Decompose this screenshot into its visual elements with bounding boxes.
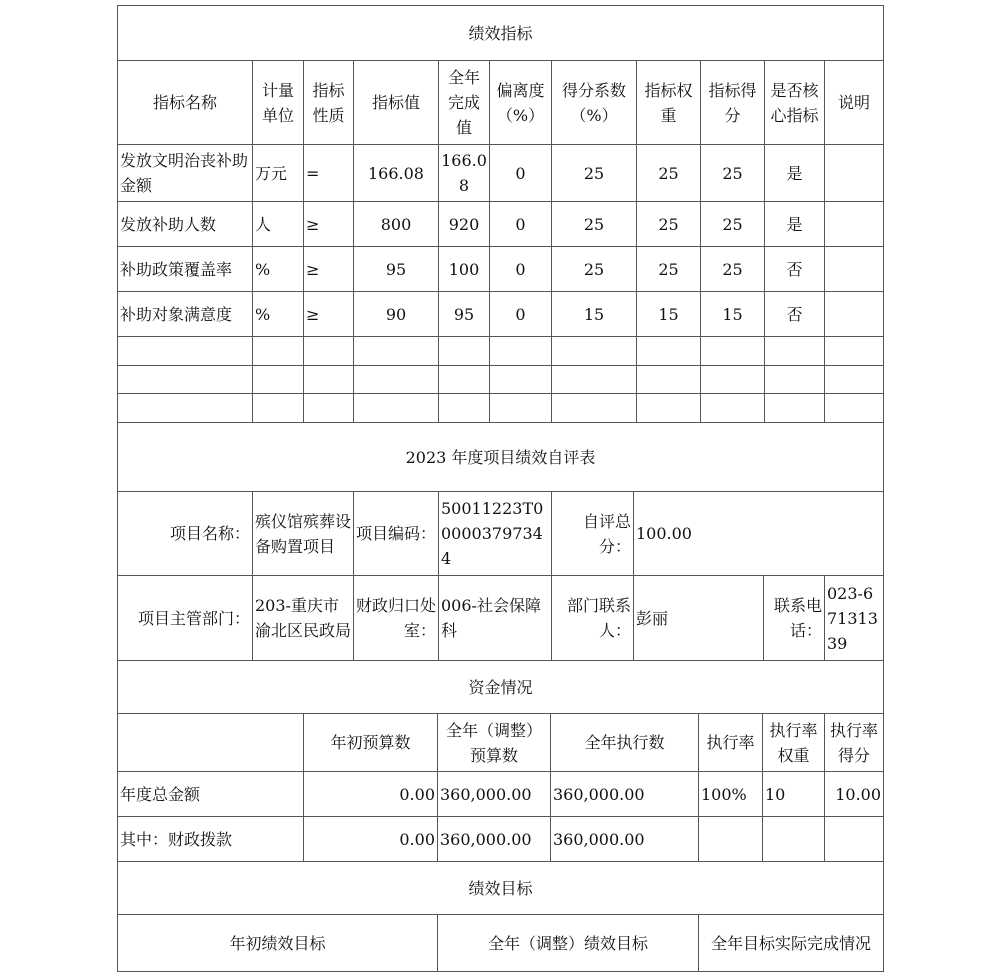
table-row <box>118 145 884 202</box>
cell-core: 否 <box>765 292 825 337</box>
finance-office: 006-社会保障科 <box>439 576 552 661</box>
funds-header-executed: 全年执行数 <box>551 714 699 772</box>
cell-score: 25 <box>701 202 765 247</box>
funds-adjusted: 360,000.00 <box>438 772 551 817</box>
funds-table <box>117 660 884 972</box>
header-score: 指标得分 <box>701 61 765 145</box>
header-unit: 计量单位 <box>253 61 304 145</box>
project-code-label: 项目编码： <box>354 492 439 576</box>
funds-rate: 100% <box>699 772 763 817</box>
project-code: 50011223T000003797344 <box>439 492 552 576</box>
funds-rate-score: 10.00 <box>825 772 884 817</box>
cell-core: 是 <box>765 145 825 202</box>
dept: 203-重庆市渝北区民政局 <box>253 576 354 661</box>
empty-row <box>118 394 884 423</box>
cell-value: 800 <box>354 202 439 247</box>
goals-title: 绩效目标 <box>118 862 884 915</box>
indicators-title: 绩效指标 <box>118 6 884 61</box>
cell-score: 15 <box>701 292 765 337</box>
cell-actual: 166.08 <box>439 145 490 202</box>
header-indicator-name: 指标名称 <box>118 61 253 145</box>
cell-value: 90 <box>354 292 439 337</box>
cell-deviation: 0 <box>490 202 552 247</box>
table-row <box>118 247 884 292</box>
project-name-label: 项目名称： <box>118 492 253 576</box>
empty-row <box>118 337 884 366</box>
cell-nature: = <box>304 145 354 202</box>
cell-actual: 920 <box>439 202 490 247</box>
cell-unit: % <box>253 247 304 292</box>
funds-executed: 360,000.00 <box>551 817 699 862</box>
cell-weight: 25 <box>637 145 701 202</box>
header-core: 是否核心指标 <box>765 61 825 145</box>
cell-name: 补助对象满意度 <box>118 292 253 337</box>
indicators-table <box>117 5 884 423</box>
cell-value: 166.08 <box>354 145 439 202</box>
cell-deviation: 0 <box>490 145 552 202</box>
phone-label: 联系电话： <box>764 576 825 661</box>
header-weight: 指标权重 <box>637 61 701 145</box>
cell-name: 补助政策覆盖率 <box>118 247 253 292</box>
funds-initial: 0.00 <box>304 772 438 817</box>
dept-label: 项目主管部门： <box>118 576 253 661</box>
header-nature: 指标性质 <box>304 61 354 145</box>
cell-actual: 100 <box>439 247 490 292</box>
evaluation-table <box>117 422 884 661</box>
cell-coefficient: 25 <box>552 247 637 292</box>
funds-row-label: 其中：财政拨款 <box>118 817 304 862</box>
header-actual: 全年完成值 <box>439 61 490 145</box>
header-deviation: 偏离度（%） <box>490 61 552 145</box>
table-row <box>118 817 884 862</box>
cell-nature: ≥ <box>304 202 354 247</box>
cell-coefficient: 25 <box>552 145 637 202</box>
project-name: 殡仪馆殡葬设备购置项目 <box>253 492 354 576</box>
header-notes: 说明 <box>825 61 884 145</box>
funds-adjusted: 360,000.00 <box>438 817 551 862</box>
cell-core: 否 <box>765 247 825 292</box>
cell-nature: ≥ <box>304 247 354 292</box>
funds-header-rate-score: 执行率得分 <box>825 714 884 772</box>
cell-unit: 万元 <box>253 145 304 202</box>
cell-unit: 人 <box>253 202 304 247</box>
funds-header-initial: 年初预算数 <box>304 714 438 772</box>
cell-weight: 25 <box>637 247 701 292</box>
goals-header-adjusted: 全年（调整）绩效目标 <box>438 915 699 972</box>
funds-rate-weight <box>763 817 825 862</box>
cell-score: 25 <box>701 145 765 202</box>
cell-coefficient: 15 <box>552 292 637 337</box>
cell-actual: 95 <box>439 292 490 337</box>
self-score: 100.00 <box>634 492 884 576</box>
empty-row <box>118 366 884 394</box>
cell-score: 25 <box>701 247 765 292</box>
cell-notes <box>825 247 884 292</box>
contact-label: 部门联系人： <box>552 576 634 661</box>
cell-unit: % <box>253 292 304 337</box>
funds-header-adjusted: 全年（调整）预算数 <box>438 714 551 772</box>
cell-notes <box>825 145 884 202</box>
cell-notes <box>825 202 884 247</box>
cell-name: 发放文明治丧补助金额 <box>118 145 253 202</box>
cell-name: 发放补助人数 <box>118 202 253 247</box>
cell-core: 是 <box>765 202 825 247</box>
funds-title: 资金情况 <box>118 661 884 714</box>
funds-rate-weight: 10 <box>763 772 825 817</box>
evaluation-title: 2023 年度项目绩效自评表 <box>118 423 884 492</box>
cell-weight: 25 <box>637 202 701 247</box>
funds-row-label: 年度总金额 <box>118 772 304 817</box>
funds-rate-score <box>825 817 884 862</box>
phone: 023-67131339 <box>825 576 884 661</box>
cell-value: 95 <box>354 247 439 292</box>
funds-header-rate: 执行率 <box>699 714 763 772</box>
funds-initial: 0.00 <box>304 817 438 862</box>
cell-deviation: 0 <box>490 292 552 337</box>
goals-header-actual: 全年目标实际完成情况 <box>699 915 884 972</box>
table-row <box>118 772 884 817</box>
table-row <box>118 202 884 247</box>
contact: 彭丽 <box>634 576 764 661</box>
cell-weight: 15 <box>637 292 701 337</box>
header-value: 指标值 <box>354 61 439 145</box>
cell-coefficient: 25 <box>552 202 637 247</box>
finance-office-label: 财政归口处室： <box>354 576 439 661</box>
cell-notes <box>825 292 884 337</box>
cell-nature: ≥ <box>304 292 354 337</box>
funds-header-empty <box>118 714 304 772</box>
funds-rate <box>699 817 763 862</box>
table-row <box>118 292 884 337</box>
self-score-label: 自评总分： <box>552 492 634 576</box>
header-coefficient: 得分系数（%） <box>552 61 637 145</box>
goals-header-initial: 年初绩效目标 <box>118 915 438 972</box>
funds-executed: 360,000.00 <box>551 772 699 817</box>
cell-deviation: 0 <box>490 247 552 292</box>
funds-header-rate-weight: 执行率权重 <box>763 714 825 772</box>
